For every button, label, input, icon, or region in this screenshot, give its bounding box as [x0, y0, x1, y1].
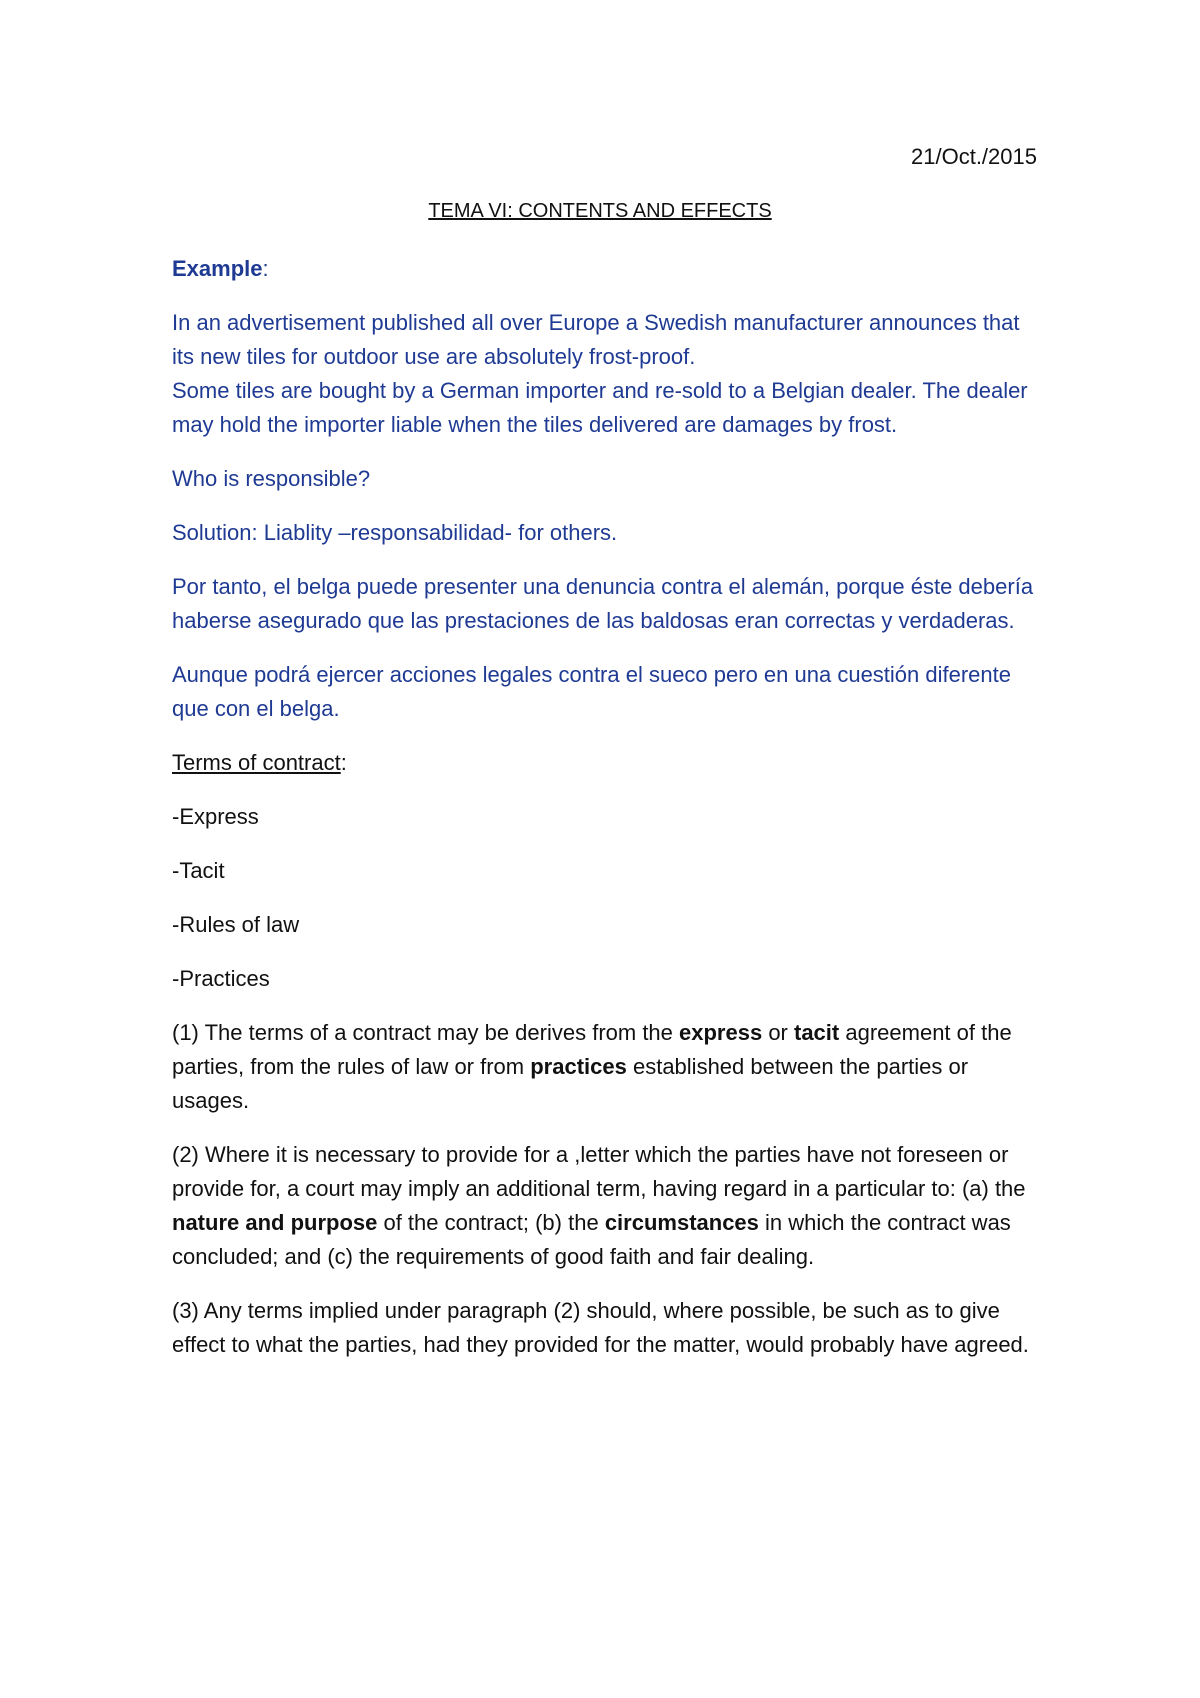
question-paragraph: Who is responsible? [172, 466, 371, 491]
example-text-1: In an advertisement published all over Europe a Swedish manufacturer announces that its new tiles for outdoor use are absolutely frost-proof. [172, 310, 1020, 369]
list-item: -Express [172, 804, 259, 829]
clause-1-bold-3: practices [530, 1054, 627, 1079]
spanish-paragraph-2: Aunque podrá ejercer acciones legales contra el sueco pero en una cuestión diferente que con el belga. [172, 662, 1011, 721]
clause-3: (3) Any terms implied under paragraph (2) should, where possible, be such as to give effect to what the parties, had they provided for the matter, would probably have agreed. [172, 1298, 1029, 1357]
clause-1-bold-2: tacit [794, 1020, 840, 1045]
terms-list [172, 800, 1042, 996]
clause-1-bold-1: express [679, 1020, 763, 1045]
clause-1-text-4: established between the parties or usages. [172, 1054, 969, 1113]
list-item: -Practices [172, 966, 270, 991]
document-title: TEMA VI: CONTENTS AND EFFECTS [428, 200, 772, 222]
solution-paragraph: Solution: Liablity –responsabilidad- for others. [172, 520, 618, 545]
clause-2-bold-1: nature and purpose [172, 1210, 378, 1235]
clause-1-text-2: or [762, 1020, 794, 1045]
document-date: 21/Oct./2015 [911, 144, 1037, 169]
example-label: Example [172, 256, 263, 281]
clause-2-text-2: of the contract; (b) the [377, 1210, 605, 1235]
clause-2-text-1: (2) Where it is necessary to provide for a ,letter which the parties have not foreseen or provide for, a court may imply an additional term, having regard in a particular to: (a) the [172, 1142, 1026, 1201]
clause-2-bold-2: circumstances [604, 1210, 759, 1235]
terms-heading [172, 746, 1042, 780]
list-item: -Rules of law [172, 912, 300, 937]
spanish-paragraph-1: Por tanto, el belga puede presenter una denuncia contra el alemán, porque éste debería haberse asegurado que las prestaciones de las baldosas eran correctas y verdaderas. [172, 574, 1034, 633]
list-item: -Tacit [172, 858, 225, 883]
terms-heading-colon: : [340, 750, 347, 775]
example-paragraph [172, 306, 1042, 442]
clause-1-text-1: (1) The terms of a contract may be derives from the [172, 1020, 680, 1045]
clause-2 [172, 1138, 1042, 1274]
document-body [172, 252, 1042, 1382]
clause-2-text-3: in which the contract was concluded; and (c) the requirements of good faith and fair dealing. [172, 1210, 1011, 1269]
clause-1-text-3: agreement of the parties, from the rules of law or from [172, 1020, 1012, 1079]
example-colon: : [262, 256, 269, 281]
terms-heading-label: Terms of contract [172, 750, 341, 775]
clause-1 [172, 1016, 1042, 1118]
example-heading [172, 252, 1042, 286]
example-text-2: Some tiles are bought by a German importer and re-sold to a Belgian dealer. The dealer may hold the importer liable when the tiles delivered are damages by frost. [172, 378, 1028, 437]
